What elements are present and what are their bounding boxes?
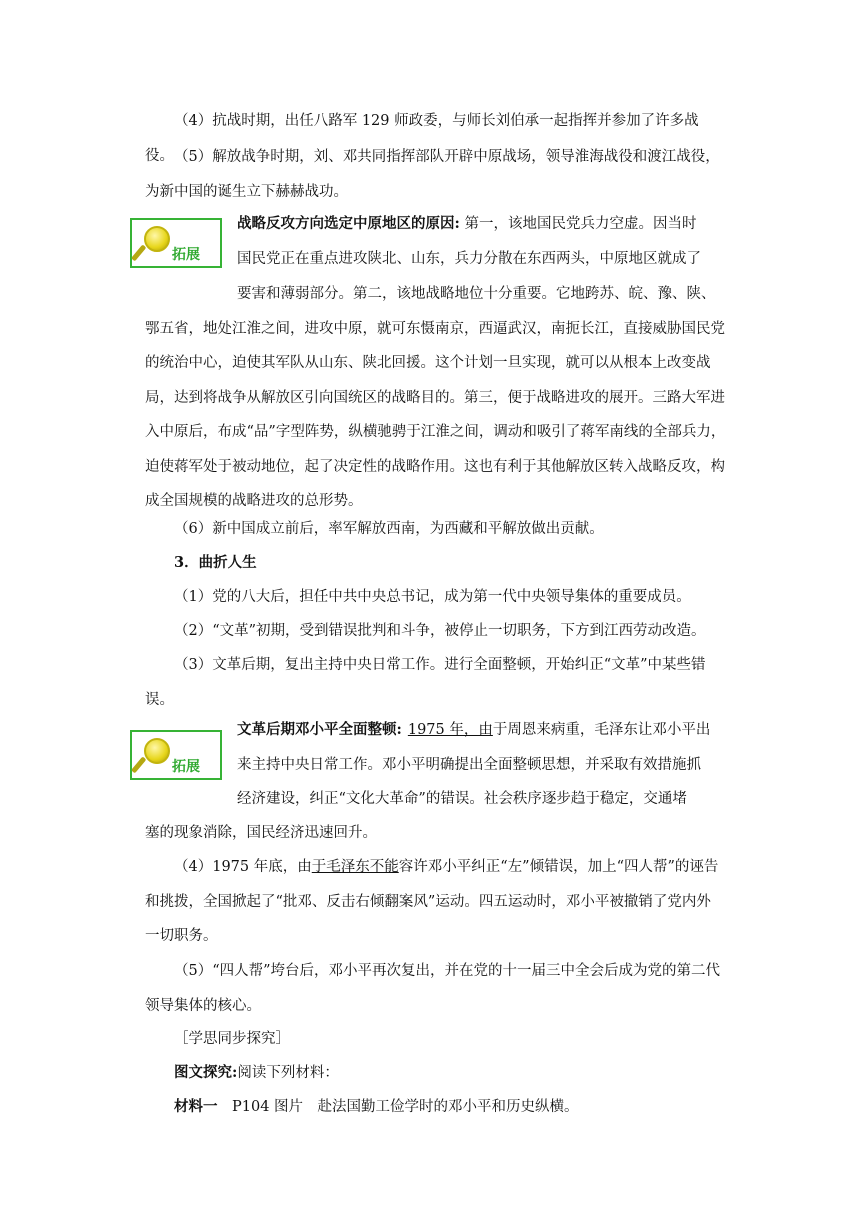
magnifier-icon bbox=[144, 738, 170, 764]
inquiry-line: 图文探究:阅读下列材料： bbox=[174, 1064, 339, 1081]
paragraph-s4: （4）1975 年底，由于毛泽东不能容许邓小平纠正“左”倾错误，加上“四人帮”的诬告和挑拨，全国掀起了“批邓、反击右倾翻案风”运动。四五运动时，邓小平被撤销了党内外一切职务。 bbox=[145, 859, 719, 944]
paragraph-6: （6）新中国成立前后，率军解放西南，为西藏和平解放做出贡献。 bbox=[174, 521, 604, 537]
magnifier-handle bbox=[131, 244, 146, 261]
section-label: ［学思同步探究］ bbox=[174, 1031, 290, 1047]
paragraph-s3: （3）文革后期，复出主持中央日常工作。进行全面整顿，开始纠正“文革”中某些错误。 bbox=[145, 657, 706, 708]
paragraph-s2: （2）“文革”初期，受到错误批判和斗争，被停止一切职务，下方到江西劳动改造。 bbox=[174, 623, 706, 639]
material-1-line: 材料一 P104 图片 赴法国勤工俭学时的邓小平和历史纵横。 bbox=[174, 1098, 579, 1115]
extension-tag: 拓展 bbox=[172, 247, 200, 263]
paragraph-5: （5）解放战争时期，刘、邓共同指挥部队开辟中原战场，领导淮海战役和渡江战役，为新中国的诞生立下赫赫战功。 bbox=[145, 149, 720, 200]
section-heading-3: 3．曲折人生 bbox=[174, 554, 257, 571]
extension-box-2 bbox=[130, 730, 222, 780]
extension-1-line1: 战略反攻方向选定中原地区的原因: 第一，该地国民党兵力空虚。因当时 bbox=[237, 215, 697, 232]
magnifier-icon bbox=[144, 226, 170, 252]
extension-box-1 bbox=[130, 218, 222, 268]
extension-1-body: 要害和薄弱部分。第二，该地战略地位十分重要。它地跨苏、皖、豫、陕、鄂五省，地处江淮之间，进攻中原，就可东慑南京，西逼武汉，南扼长江，直接威胁国民党的统治中心，迫使其军队从山东、陕北回援。这个计划一旦实现，就可以从根本上改变战局，达到将战争从解放区引向国统区的战略目的。第三，便于战略进攻的展开。三路大军进入中原后，布成“品”字型阵势，纵横驰骋于江淮之间，调动和吸引了蒋军南线的全部兵力，迫使蒋军处于被动地位，起了决定性的战略作用。这也有利于其他解放区转入战略反攻，构成全国规模的战略进攻的总形势。 bbox=[145, 286, 726, 509]
extension-2-line3: 经济建设，纠正“文化大革命”的错误。社会秩序逐步趋于稳定，交通堵 bbox=[237, 791, 687, 807]
extension-2-title: 文革后期邓小平全面整顿: bbox=[237, 721, 402, 738]
extension-2-line2: 来主持中央日常工作。邓小平明确提出全面整顿思想，并采取有效措施抓 bbox=[237, 757, 701, 773]
paragraph-s1: （1）党的八大后，担任中共中央总书记，成为第一代中央领导集体的重要成员。 bbox=[174, 589, 691, 605]
extension-2-line1: 文革后期邓小平全面整顿: 1975 年，由于周恩来病重，毛泽东让邓小平出 bbox=[237, 721, 711, 738]
paragraph-4: （4）抗战时期，出任八路军 129 师政委，与师长刘伯承一起指挥并参加了许多战役。 bbox=[145, 113, 699, 164]
paragraph-s5: （5）“四人帮”垮台后，邓小平再次复出，并在党的十一届三中全会后成为党的第二代领导集体的核心。 bbox=[145, 963, 721, 1014]
magnifier-handle bbox=[131, 756, 146, 773]
extension-tag: 拓展 bbox=[172, 759, 200, 775]
extension-2-line4: 塞的现象消除，国民经济迅速回升。 bbox=[145, 825, 377, 841]
extension-1-line2: 国民党正在重点进攻陕北、山东，兵力分散在东西两头，中原地区就成了 bbox=[237, 251, 701, 267]
extension-1-title: 战略反攻方向选定中原地区的原因: bbox=[237, 215, 460, 232]
